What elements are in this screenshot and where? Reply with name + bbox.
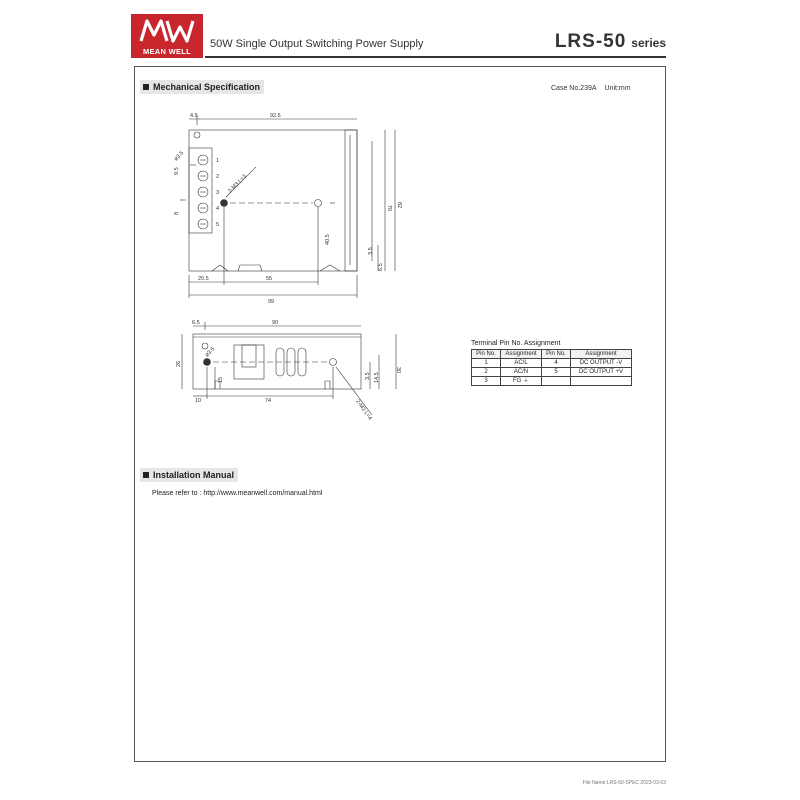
svg-text:74: 74 xyxy=(265,398,272,404)
product-subtitle: 50W Single Output Switching Power Supply xyxy=(210,38,424,50)
terminal-table-title: Terminal Pin No. Assignment xyxy=(471,340,561,347)
pin-cell: 3 xyxy=(472,377,501,386)
header-assignment: Assignment xyxy=(571,350,632,359)
svg-text:2: 2 xyxy=(216,174,220,180)
svg-text:70: 70 xyxy=(386,205,392,212)
svg-text:20.5: 20.5 xyxy=(198,276,209,282)
svg-text:5: 5 xyxy=(216,222,220,228)
table-row xyxy=(472,359,632,368)
svg-text:92.5: 92.5 xyxy=(270,113,281,119)
header-pin-no: Pin No. xyxy=(542,350,571,359)
assignment-cell: AC/L xyxy=(501,359,542,368)
top-view-labels xyxy=(173,113,402,305)
svg-text:99: 99 xyxy=(268,299,275,305)
header-pin-no: Pin No. xyxy=(472,350,501,359)
case-info xyxy=(551,85,631,92)
assignment-cell xyxy=(571,377,632,386)
side-view xyxy=(182,322,396,415)
mechanical-spec-heading: Mechanical Specification xyxy=(140,80,264,94)
svg-text:90: 90 xyxy=(272,320,279,326)
mechanical-drawing xyxy=(160,105,410,425)
file-name-footer: File Name:LRS-50-SPEC 2023-03-03 xyxy=(582,780,666,786)
mw-logo-icon xyxy=(137,17,197,45)
meanwell-logo xyxy=(131,14,203,58)
svg-text:ø3.5: ø3.5 xyxy=(173,150,186,163)
case-number: Case No.239A xyxy=(551,85,597,92)
svg-text:2-M3 L=3: 2-M3 L=3 xyxy=(227,173,248,195)
side-view-labels xyxy=(176,320,401,421)
svg-text:1: 1 xyxy=(216,158,220,164)
svg-text:55: 55 xyxy=(266,276,273,282)
terminal-pin-table xyxy=(471,349,632,386)
table-row xyxy=(472,368,632,377)
assignment-cell: DC OUTPUT -V xyxy=(571,359,632,368)
header-rule xyxy=(205,56,666,58)
svg-text:4.5: 4.5 xyxy=(190,113,198,119)
top-view xyxy=(180,115,395,298)
assignment-cell: FG ⏚ xyxy=(501,377,542,386)
svg-text:2-M3 L=4: 2-M3 L=4 xyxy=(354,398,373,422)
pin-cell: 2 xyxy=(472,368,501,377)
logo-text: MEAN WELL xyxy=(142,47,192,56)
pin-cell: 1 xyxy=(472,359,501,368)
svg-text:3.5: 3.5 xyxy=(368,247,374,255)
svg-text:6.5: 6.5 xyxy=(192,320,200,326)
svg-text:8: 8 xyxy=(174,211,180,215)
svg-text:10: 10 xyxy=(195,398,202,404)
installation-manual-heading: Installation Manual xyxy=(140,468,238,482)
bullet-square-icon xyxy=(143,84,149,90)
pin-cell: 5 xyxy=(542,368,571,377)
installation-link-text[interactable]: Please refer to : http://www.meanwell.com/manual.html xyxy=(152,490,323,497)
svg-text:3.5: 3.5 xyxy=(365,372,371,380)
pin-cell: 4 xyxy=(542,359,571,368)
series-suffix: series xyxy=(631,36,666,50)
model-name: LRS-50 xyxy=(554,31,627,52)
unit-label: Unit:mm xyxy=(604,85,631,92)
svg-text:26: 26 xyxy=(176,360,182,367)
svg-text:15: 15 xyxy=(218,376,224,383)
svg-text:4: 4 xyxy=(216,206,220,212)
series-title xyxy=(555,31,666,53)
table-row xyxy=(472,377,632,386)
svg-text:3: 3 xyxy=(216,190,220,196)
pin-cell xyxy=(542,377,571,386)
svg-text:30: 30 xyxy=(395,367,401,374)
svg-text:9.5: 9.5 xyxy=(174,167,180,175)
table-header-row xyxy=(472,350,632,359)
bullet-square-icon xyxy=(143,472,149,478)
assignment-cell: AC/N xyxy=(501,368,542,377)
svg-text:82: 82 xyxy=(396,202,402,209)
svg-text:40.5: 40.5 xyxy=(325,234,331,245)
svg-text:6.5: 6.5 xyxy=(378,263,384,271)
assignment-cell: DC OUTPUT +V xyxy=(571,368,632,377)
header-assignment: Assignment xyxy=(501,350,542,359)
svg-text:ø3.5: ø3.5 xyxy=(204,346,217,359)
svg-text:14.5: 14.5 xyxy=(374,372,380,383)
